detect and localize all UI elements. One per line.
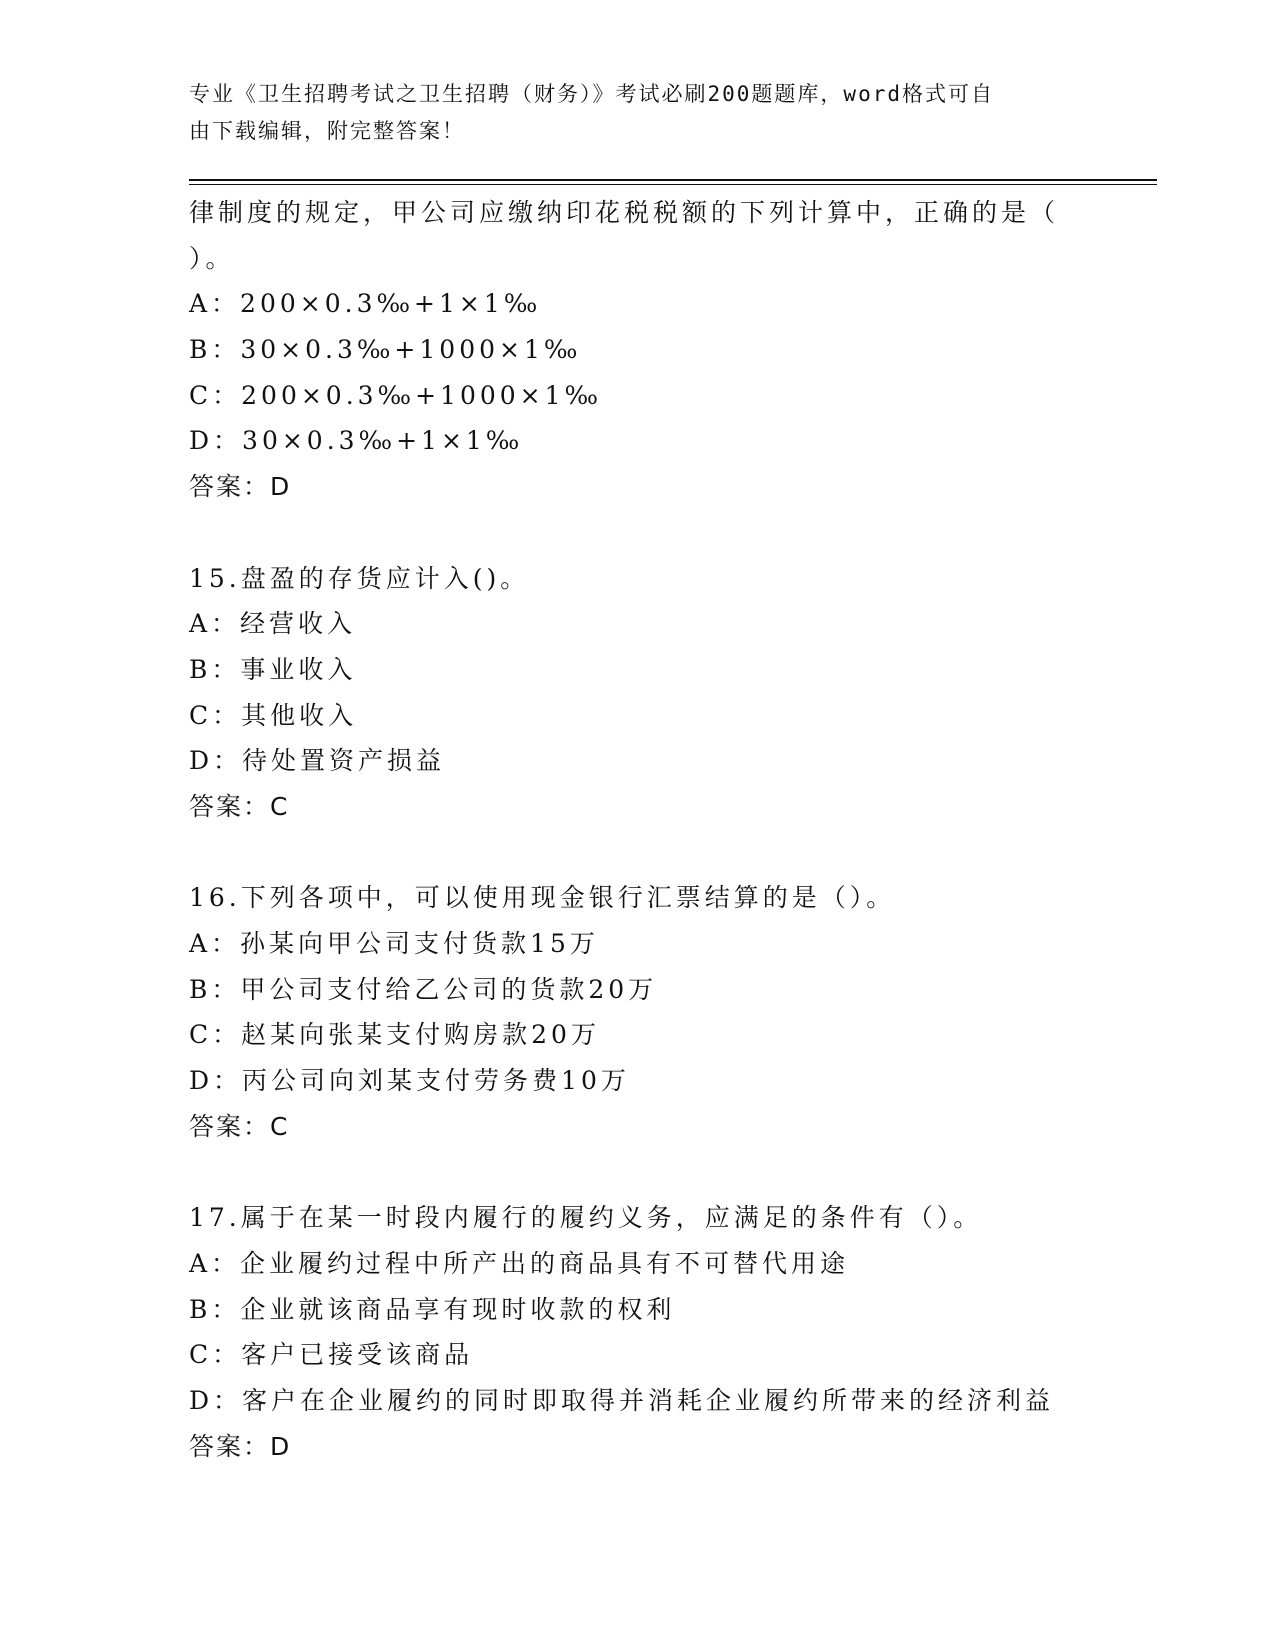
option-b: B：甲公司支付给乙公司的货款20万 bbox=[189, 974, 658, 1004]
spacer bbox=[189, 830, 1157, 876]
option-d: D：丙公司向刘某支付劳务费10万 bbox=[189, 1066, 630, 1096]
option-d: D：客户在企业履约的同时即取得并消耗企业履约所带来的经济利益 bbox=[189, 1385, 1055, 1415]
question-stem: 律制度的规定，甲公司应缴纳印花税税额的下列计算中，正确的是（ bbox=[189, 198, 1060, 227]
answer-line: 答案：D bbox=[189, 1431, 292, 1461]
option-c: C：其他收入 bbox=[189, 700, 358, 730]
option-d: D：30×0.3‰+1×1‰ bbox=[189, 426, 524, 456]
document-header bbox=[189, 76, 1069, 150]
header-line-1: 专业《卫生招聘考试之卫生招聘（财务）》考试必刷200题题库，word格式可自 bbox=[189, 82, 994, 106]
question-15 bbox=[189, 556, 1157, 830]
question-stem: 15.盘盈的存货应计入()。 bbox=[189, 563, 530, 593]
header-line-2: 由下载编辑，附完整答案！ bbox=[189, 119, 465, 143]
option-c: C：客户已接受该商品 bbox=[189, 1340, 474, 1370]
option-a: A：经营收入 bbox=[189, 609, 357, 639]
question-list bbox=[189, 190, 1157, 1469]
spacer bbox=[189, 510, 1157, 556]
option-b: B：企业就该商品享有现时收款的权利 bbox=[189, 1294, 676, 1324]
option-a: A：200×0.3‰+1×1‰ bbox=[189, 289, 542, 319]
option-c: C：赵某向张某支付购房款20万 bbox=[189, 1020, 600, 1050]
answer-line: 答案：C bbox=[189, 1111, 290, 1141]
question-17 bbox=[189, 1195, 1157, 1469]
header-divider-thick bbox=[189, 179, 1157, 181]
option-a: A：孙某向甲公司支付货款15万 bbox=[189, 929, 599, 958]
question-stem: 16.下列各项中，可以使用现金银行汇票结算的是（）。 bbox=[189, 883, 896, 913]
option-a: A：企业履约过程中所产出的商品具有不可替代用途 bbox=[189, 1248, 850, 1278]
question-14-continued bbox=[189, 190, 1157, 510]
option-b: B：30×0.3‰+1000×1‰ bbox=[189, 335, 582, 365]
question-stem: ）。 bbox=[189, 243, 235, 273]
spacer bbox=[189, 1149, 1157, 1195]
question-stem: 17.属于在某一时段内履行的履约义务，应满足的条件有（）。 bbox=[189, 1203, 983, 1233]
header-divider-thin bbox=[189, 184, 1157, 185]
option-d: D：待处置资产损益 bbox=[189, 746, 446, 776]
option-c: C：200×0.3‰+1000×1‰ bbox=[189, 380, 603, 410]
answer-line: 答案：D bbox=[189, 472, 292, 502]
question-16 bbox=[189, 875, 1157, 1149]
answer-line: 答案：C bbox=[189, 791, 290, 821]
option-b: B：事业收入 bbox=[189, 654, 357, 684]
